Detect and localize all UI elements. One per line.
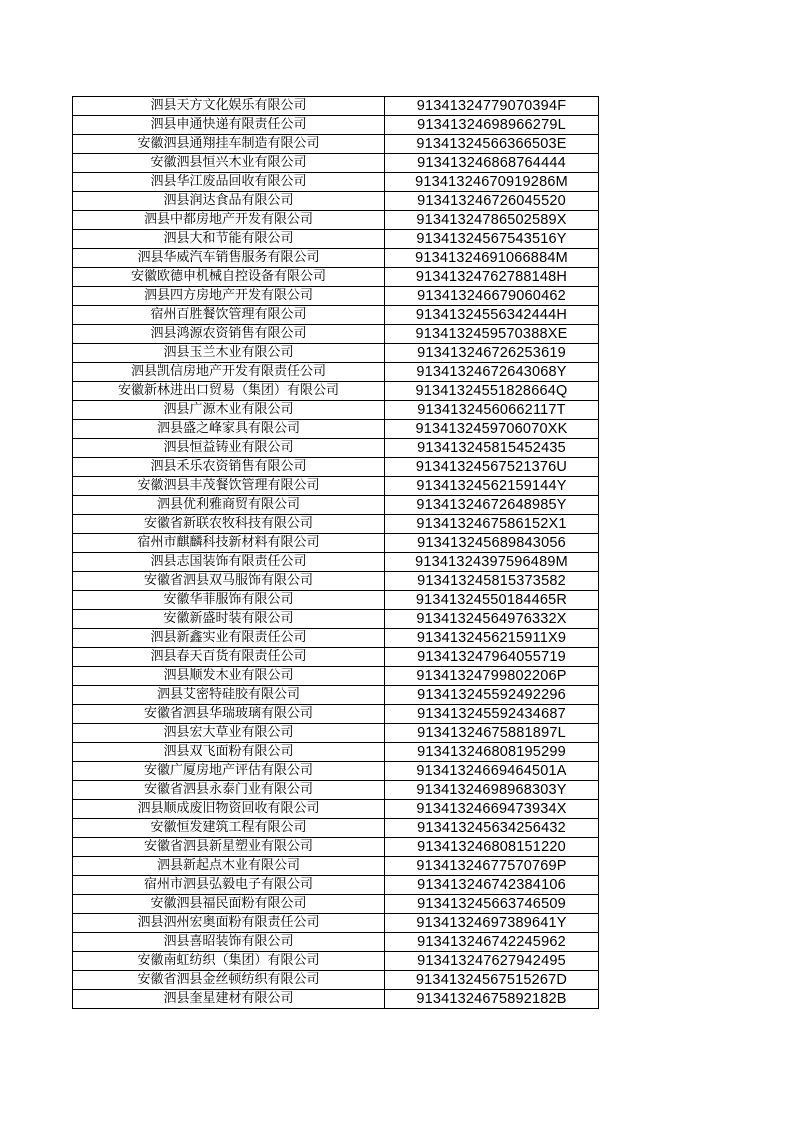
credit-code-cell: 913413246742245962 (385, 933, 599, 952)
table-row (73, 686, 599, 705)
table-row (73, 496, 599, 515)
table-row (73, 667, 599, 686)
company-name-cell: 安徽省泗县双马服饰有限公司 (73, 572, 385, 591)
table-row (73, 971, 599, 990)
table-row (73, 534, 599, 553)
company-name-cell: 安徽省新联农牧科技有限公司 (73, 515, 385, 534)
table-row (73, 116, 599, 135)
table-row (73, 800, 599, 819)
credit-code-cell: 91341324786502589X (385, 211, 599, 230)
company-name-cell: 泗县顺成废旧物资回收有限公司 (73, 800, 385, 819)
table-row (73, 781, 599, 800)
credit-code-cell: 91341324550184465R (385, 591, 599, 610)
credit-code-cell: 91341324556342444H (385, 306, 599, 325)
company-name-cell: 泗县中都房地产开发有限公司 (73, 211, 385, 230)
company-name-cell: 泗县凯信房地产开发有限责任公司 (73, 363, 385, 382)
credit-code-cell: 913413245592434687 (385, 705, 599, 724)
credit-code-cell: 9134132467586152X1 (385, 515, 599, 534)
table-row (73, 743, 599, 762)
table-row (73, 819, 599, 838)
credit-code-cell: 91341324677570769P (385, 857, 599, 876)
table-row (73, 705, 599, 724)
table-row (73, 382, 599, 401)
table-row (73, 306, 599, 325)
table-row (73, 724, 599, 743)
table-row (73, 857, 599, 876)
company-name-cell: 泗县志国装饰有限责任公司 (73, 553, 385, 572)
table-row (73, 287, 599, 306)
table-row (73, 572, 599, 591)
credit-code-cell: 913413245689843056 (385, 534, 599, 553)
company-name-cell: 泗县天方文化娱乐有限公司 (73, 97, 385, 116)
table-row (73, 439, 599, 458)
credit-code-cell: 91341324762788148H (385, 268, 599, 287)
company-name-cell: 泗县申通快递有限责任公司 (73, 116, 385, 135)
company-name-cell: 宿州市麒麟科技新材料有限公司 (73, 534, 385, 553)
company-name-cell: 泗县禾乐农资销售有限公司 (73, 458, 385, 477)
credit-code-cell: 913413245634256432 (385, 819, 599, 838)
company-name-cell: 泗县艾密特硅胶有限公司 (73, 686, 385, 705)
table-row (73, 762, 599, 781)
table-row (73, 629, 599, 648)
credit-code-cell: 913413246726045520 (385, 192, 599, 211)
company-name-cell: 泗县宏大草业有限公司 (73, 724, 385, 743)
company-name-cell: 泗县润达食品有限公司 (73, 192, 385, 211)
table-row (73, 591, 599, 610)
company-name-cell: 安徽泗县福民面粉有限公司 (73, 895, 385, 914)
credit-code-cell: 913413245663746509 (385, 895, 599, 914)
table-body (73, 97, 599, 1009)
credit-code-cell: 91341324698968303Y (385, 781, 599, 800)
credit-code-cell: 9134132459570388XE (385, 325, 599, 344)
table-row (73, 401, 599, 420)
credit-code-cell: 9134132456215911X9 (385, 629, 599, 648)
table-row (73, 952, 599, 971)
company-name-cell: 泗县新鑫实业有限责任公司 (73, 629, 385, 648)
company-name-cell: 安徽欧德申机械自控设备有限公司 (73, 268, 385, 287)
credit-code-cell: 913413247627942495 (385, 952, 599, 971)
company-name-cell: 泗县华江废品回收有限公司 (73, 173, 385, 192)
table-row (73, 230, 599, 249)
credit-code-cell: 91341324567543516Y (385, 230, 599, 249)
table-row (73, 990, 599, 1009)
company-name-cell: 安徽南虹纺织（集团）有限公司 (73, 952, 385, 971)
credit-code-cell: 91341324691066884M (385, 249, 599, 268)
table-row (73, 420, 599, 439)
table-row (73, 97, 599, 116)
credit-code-cell: 91341324672643068Y (385, 363, 599, 382)
company-name-cell: 泗县鸿源农资销售有限公司 (73, 325, 385, 344)
company-name-cell: 泗县春天百货有限责任公司 (73, 648, 385, 667)
company-name-cell: 泗县华威汽车销售服务有限公司 (73, 249, 385, 268)
table-row (73, 211, 599, 230)
company-name-cell: 安徽省泗县新星塑业有限公司 (73, 838, 385, 857)
company-name-cell: 安徽泗县恒兴木业有限公司 (73, 154, 385, 173)
company-name-cell: 泗县玉兰木业有限公司 (73, 344, 385, 363)
table-row (73, 914, 599, 933)
company-name-cell: 安徽省泗县永泰门业有限公司 (73, 781, 385, 800)
credit-code-cell: 91341324698966279L (385, 116, 599, 135)
credit-code-cell: 91341324670919286M (385, 173, 599, 192)
company-name-cell: 安徽泗县通翔挂车制造有限公司 (73, 135, 385, 154)
credit-code-cell: 91341324669473934X (385, 800, 599, 819)
company-name-cell: 泗县顺发木业有限公司 (73, 667, 385, 686)
table-row (73, 249, 599, 268)
table-row (73, 154, 599, 173)
table-row (73, 268, 599, 287)
table-row (73, 895, 599, 914)
credit-code-cell: 913413246726253619 (385, 344, 599, 363)
credit-code-cell: 91341324779070394F (385, 97, 599, 116)
credit-code-cell: 91341324560662117T (385, 401, 599, 420)
company-name-cell: 泗县新起点木业有限公司 (73, 857, 385, 876)
table-row (73, 648, 599, 667)
credit-code-cell: 91341324672648985Y (385, 496, 599, 515)
company-name-cell: 泗县喜昭装饰有限公司 (73, 933, 385, 952)
company-name-cell: 安徽省泗县华瑞玻璃有限公司 (73, 705, 385, 724)
table-row (73, 876, 599, 895)
credit-code-cell: 91341324562159144Y (385, 477, 599, 496)
credit-code-cell: 913413245815373582 (385, 572, 599, 591)
company-name-cell: 安徽广厦房地产评估有限公司 (73, 762, 385, 781)
table-row (73, 135, 599, 154)
table-row (73, 933, 599, 952)
credit-code-cell: 91341324397596489M (385, 553, 599, 572)
company-name-cell: 泗县盛之峰家具有限公司 (73, 420, 385, 439)
company-name-cell: 安徽泗县丰茂餐饮管理有限公司 (73, 477, 385, 496)
credit-code-cell: 9134132459706070XK (385, 420, 599, 439)
table-row (73, 838, 599, 857)
company-name-cell: 泗县大和节能有限公司 (73, 230, 385, 249)
company-name-cell: 宿州百胜餐饮管理有限公司 (73, 306, 385, 325)
credit-code-cell: 91341324567521376U (385, 458, 599, 477)
credit-code-cell: 913413246808151220 (385, 838, 599, 857)
table-row (73, 610, 599, 629)
credit-code-cell: 91341324551828664Q (385, 382, 599, 401)
company-name-cell: 宿州市泗县弘毅电子有限公司 (73, 876, 385, 895)
credit-code-cell: 91341324697389641Y (385, 914, 599, 933)
company-name-cell: 安徽新盛时装有限公司 (73, 610, 385, 629)
company-registry-table (72, 96, 599, 1009)
credit-code-cell: 91341324799802206P (385, 667, 599, 686)
credit-code-cell: 913413246742384106 (385, 876, 599, 895)
credit-code-cell: 91341324567515267D (385, 971, 599, 990)
company-name-cell: 安徽华菲服饰有限公司 (73, 591, 385, 610)
credit-code-cell: 913413245592492296 (385, 686, 599, 705)
company-name-cell: 安徽新林进出口贸易（集团）有限公司 (73, 382, 385, 401)
table-row (73, 553, 599, 572)
credit-code-cell: 913413245815452435 (385, 439, 599, 458)
company-name-cell: 安徽恒发建筑工程有限公司 (73, 819, 385, 838)
table-row (73, 515, 599, 534)
company-name-cell: 泗县泗州宏奥面粉有限责任公司 (73, 914, 385, 933)
credit-code-cell: 91341324675881897L (385, 724, 599, 743)
company-name-cell: 泗县广源木业有限公司 (73, 401, 385, 420)
company-name-cell: 泗县奎星建材有限公司 (73, 990, 385, 1009)
credit-code-cell: 913413247964055719 (385, 648, 599, 667)
credit-code-cell: 913413246679060462 (385, 287, 599, 306)
table-row (73, 325, 599, 344)
table-row (73, 363, 599, 382)
table-row (73, 477, 599, 496)
credit-code-cell: 91341324675892182B (385, 990, 599, 1009)
company-name-cell: 泗县恒益铸业有限公司 (73, 439, 385, 458)
company-name-cell: 泗县双飞面粉有限公司 (73, 743, 385, 762)
table-row (73, 344, 599, 363)
company-name-cell: 安徽省泗县金丝顿纺织有限公司 (73, 971, 385, 990)
table-row (73, 173, 599, 192)
table-row (73, 458, 599, 477)
credit-code-cell: 913413246808195299 (385, 743, 599, 762)
credit-code-cell: 91341324564976332X (385, 610, 599, 629)
credit-code-cell: 91341324669464501A (385, 762, 599, 781)
credit-code-cell: 91341324566366503E (385, 135, 599, 154)
company-name-cell: 泗县优利雅商贸有限公司 (73, 496, 385, 515)
credit-code-cell: 913413246868764444 (385, 154, 599, 173)
company-name-cell: 泗县四方房地产开发有限公司 (73, 287, 385, 306)
table-row (73, 192, 599, 211)
